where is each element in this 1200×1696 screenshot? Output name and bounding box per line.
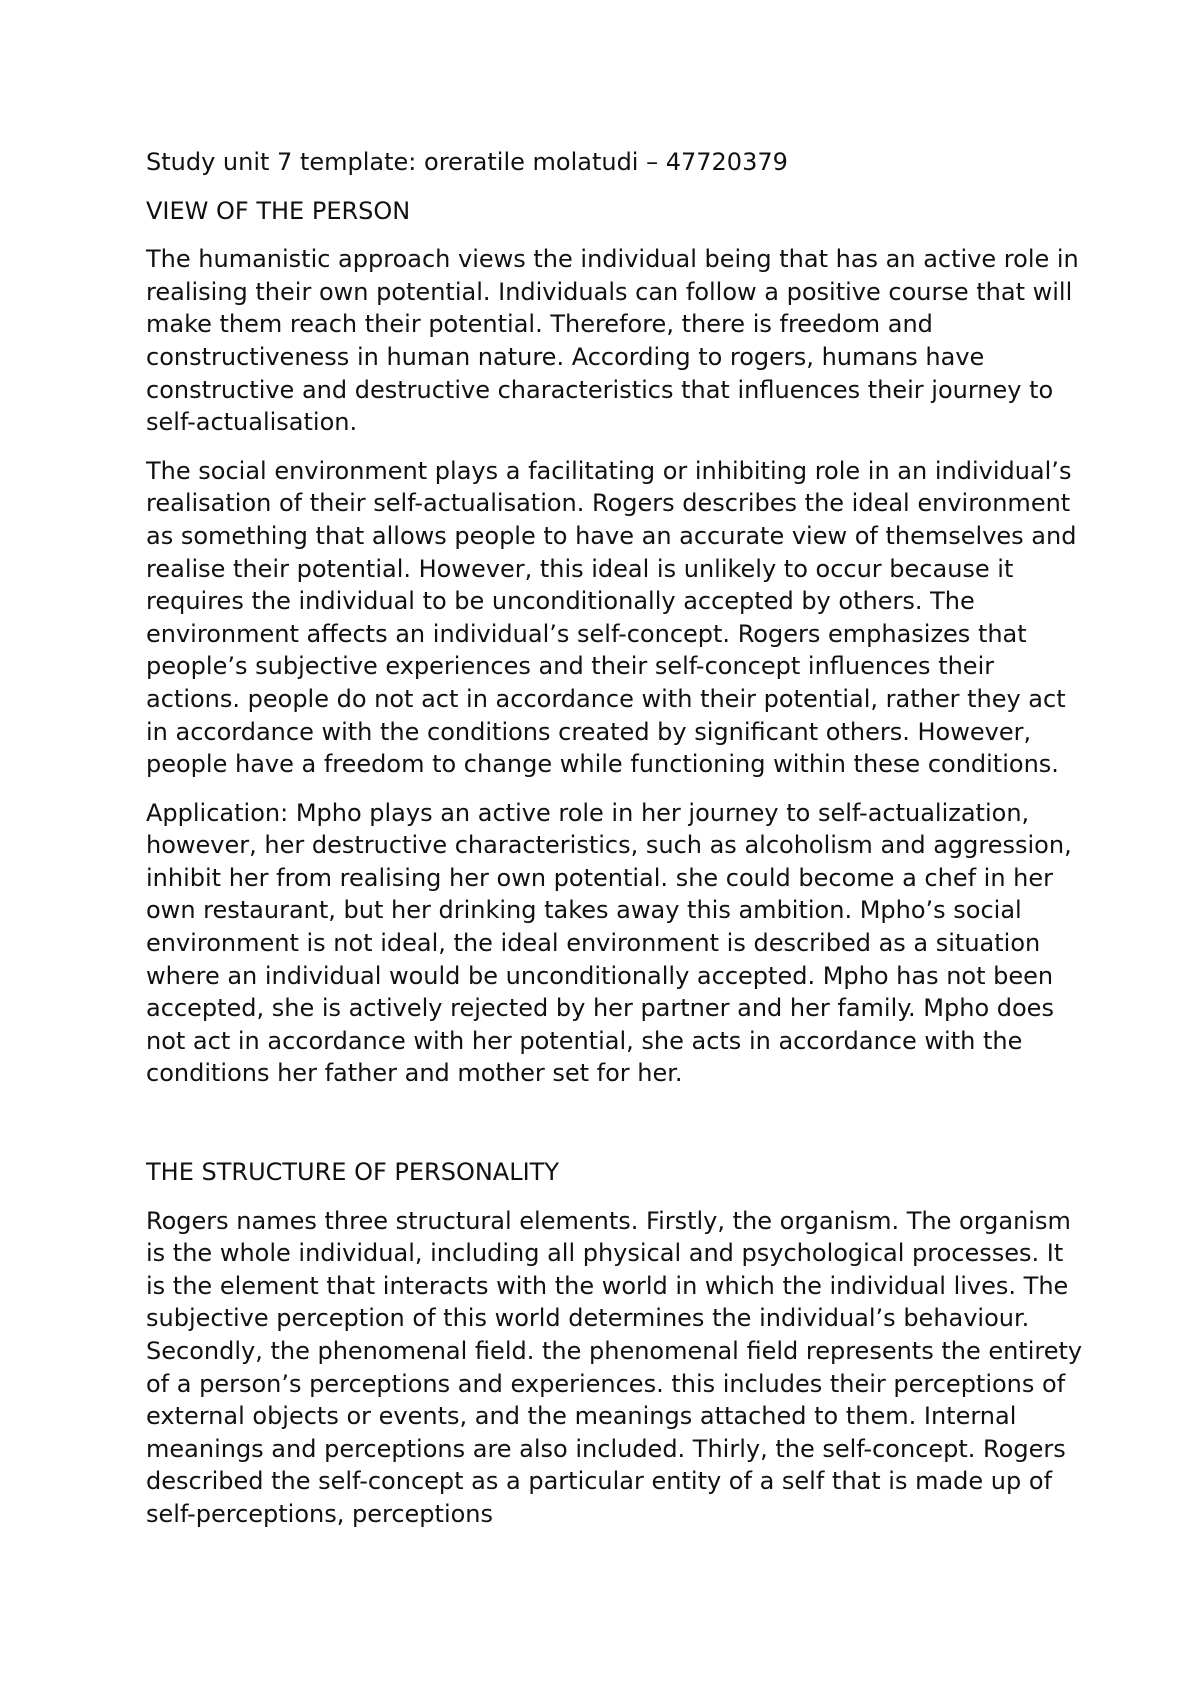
section-heading-structure-of-personality: THE STRUCTURE OF PERSONALITY: [146, 1158, 559, 1187]
paragraph-humanistic-approach: The humanistic approach views the individual being that has an active role in realising their own potential. Individuals can follow a positive course that will make them reach their potential. Therefore, there is freedom and constructiveness in human nature. According to rogers, humans have constructive and destructive characteristics that influences their journey to self-actualisation.: [146, 245, 1079, 437]
paragraph-application: Application: Mpho plays an active role in her journey to self-actualization, however, her destructive characteristics, such as alcoholism and aggression, inhibit her from realising her own potential. she could become a chef in her own restaurant, but her drinking takes away this ambition. Mpho’s social environment is not ideal, the ideal environment is described as a situation where an individual would be unconditionally accepted. Mpho has not been accepted, she is actively rejected by her partner and her family. Mpho does not act in accordance with her potential, she acts in accordance with the conditions her father and mother set for her.: [146, 798, 1072, 1088]
document-title-line: Study unit 7 template: oreratile molatudi – 47720379: [146, 148, 788, 176]
blank-line: [146, 1106, 1086, 1156]
paragraph-structural-elements: Rogers names three structural elements. Firstly, the organism. The organism is the whole individual, including all physical and psychological processes. It is the element that interacts with the world in which the individual lives. The subjective perception of this world determines the individual’s behaviour. Secondly, the phenomenal field. the phenomenal field represents the entirety of a person’s perceptions and experiences. this includes their perceptions of external objects or events, and the meanings attached to them. Internal meanings and perceptions are also included. Thirly, the self-concept. Rogers described the self-concept as a particular entity of a self that is made up of self-perceptions, perceptions: [146, 1206, 1083, 1528]
paragraph-social-environment: The social environment plays a facilitating or inhibiting role in an individual’s realisation of their self-actualisation. Rogers describes the ideal environment as something that allows people to have an accurate view of themselves and realise their potential. However, this ideal is unlikely to occur because it requires the individual to be unconditionally accepted by others. The environment affects an individual’s self-concept. Rogers emphasizes that people’s subjective experiences and their self-concept influences their actions. people do not act in accordance with their potential, rather they act in accordance with the conditions created by significant others. However, people have a freedom to change while functioning within these conditions.: [146, 456, 1077, 779]
section-heading-view-of-person: VIEW OF THE PERSON: [146, 196, 411, 225]
document-body: [146, 146, 1086, 1547]
